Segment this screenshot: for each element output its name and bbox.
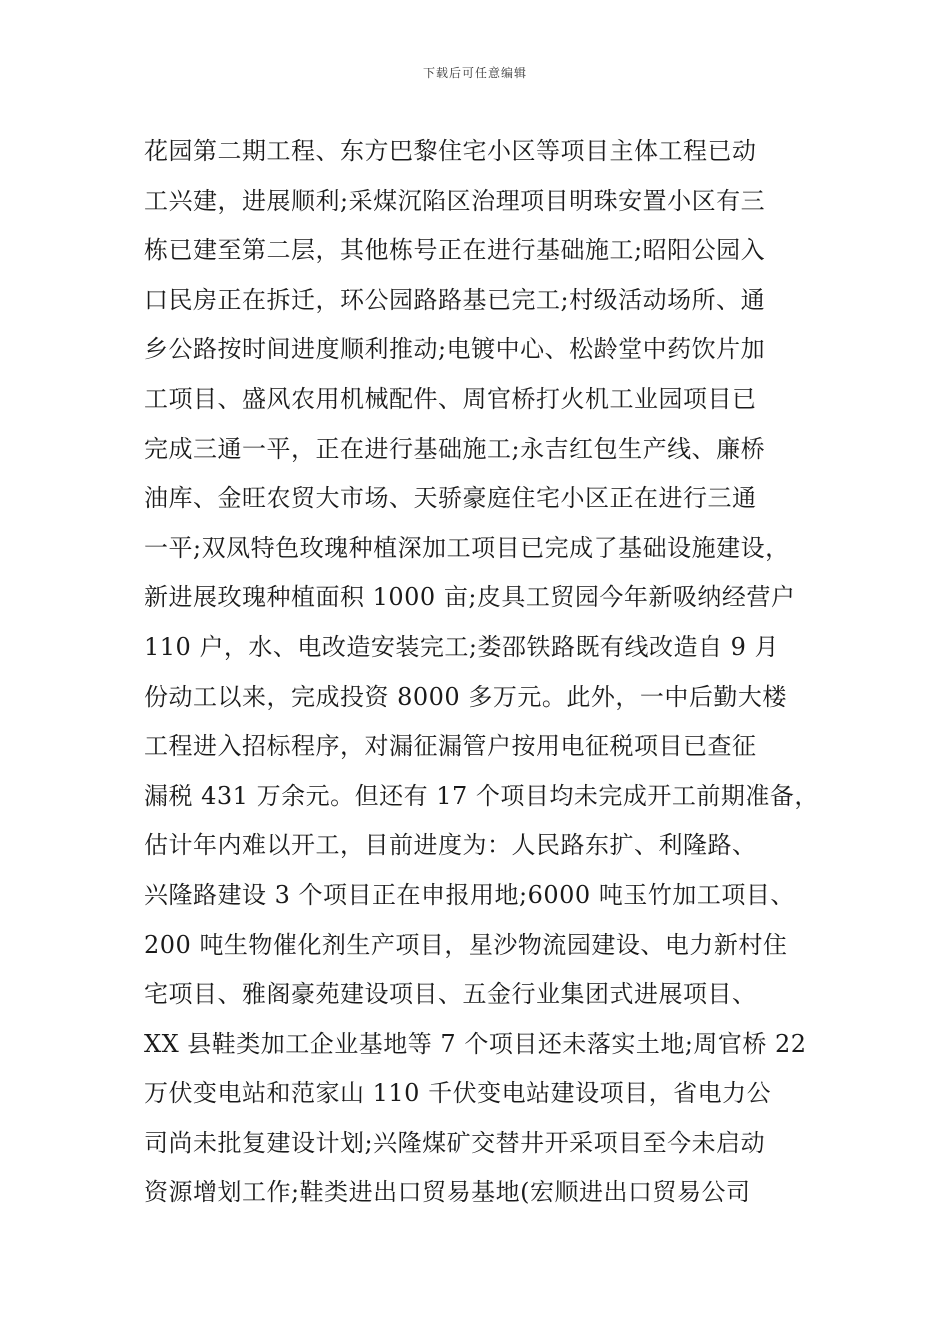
body-line: 200 吨生物催化剂生产项目，星沙物流园建设、电力新村住: [144, 930, 788, 959]
body-line: 万伏变电站和范家山 110 千伏变电站建设项目，省电力公: [144, 1079, 772, 1108]
body-line: 工兴建，进展顺利;采煤沉陷区治理项目明珠安置小区有三: [144, 186, 766, 215]
body-line: 乡公路按时间进度顺利推动;电镀中心、松龄堂中药饮片加: [144, 335, 766, 364]
body-line: 口民房正在拆迁，环公园路路基已完工;村级活动场所、通: [144, 285, 766, 314]
body-line: 份动工以来，完成投资 8000 多万元。此外，一中后勤大楼: [144, 682, 787, 711]
body-line: 新进展玫瑰种植面积 1000 亩;皮具工贸园今年新吸纳经营户: [144, 583, 796, 612]
body-line: 工程进入招标程序，对漏征漏管户按用电征税项目已查征: [144, 732, 757, 761]
body-line: XX 县鞋类加工企业基地等 7 个项目还未落实土地;周官桥 22: [144, 1029, 807, 1058]
body-line: 司尚未批复建设计划;兴隆煤矿交替井开采项目至今未启动: [144, 1128, 766, 1157]
body-line: 估计年内难以开工，目前进度为：人民路东扩、利隆路、: [144, 831, 757, 860]
body-line: 花园第二期工程、东方巴黎住宅小区等项目主体工程已动: [144, 137, 757, 165]
body-line: 宅项目、雅阁豪苑建设项目、五金行业集团式进展项目、: [144, 980, 757, 1009]
document-body: [144, 127, 824, 1218]
body-line: 栋已建至第二层，其他栋号正在进行基础施工;昭阳公园入: [144, 236, 766, 265]
body-line: 完成三通一平，正在进行基础施工;永吉红包生产线、廉桥: [144, 434, 766, 463]
body-line: 一平;双凤特色玫瑰种植深加工项目已完成了基础设施建设，: [144, 533, 790, 562]
body-line: 油库、金旺农贸大市场、天骄豪庭住宅小区正在进行三通: [144, 484, 757, 513]
body-line: 资源增划工作;鞋类进出口贸易基地(宏顺进出口贸易公司: [144, 1178, 751, 1207]
page-header: 下载后可任意编辑: [422, 66, 527, 80]
body-line: 110 户，水、电改造安装完工;娄邵铁路既有线改造自 9 月: [144, 632, 780, 661]
body-line: 工项目、盛风农用机械配件、周官桥打火机工业园项目已: [144, 384, 757, 413]
body-line: 兴隆路建设 3 个项目正在申报用地;6000 吨玉竹加工项目、: [144, 880, 795, 909]
body-line: 漏税 431 万余元。但还有 17 个项目均未完成开工前期准备，: [144, 781, 819, 810]
